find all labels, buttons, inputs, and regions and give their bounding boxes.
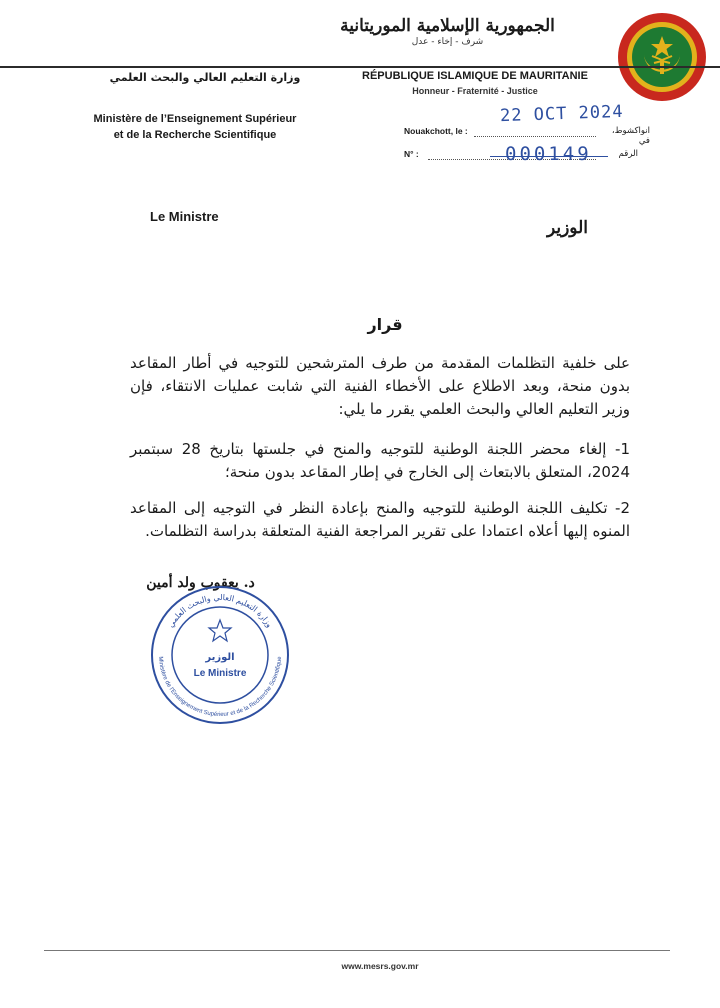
arabic-republic-title: الجمهورية الإسلامية الموريتانية <box>340 16 555 36</box>
signatory-name: د. يعقوب ولد أمين <box>146 575 255 591</box>
date-dotted-line <box>474 136 596 137</box>
french-ministry-line1: Ministère de l’Enseignement Supérieur <box>93 113 297 125</box>
national-seal-emblem <box>617 12 707 102</box>
number-label-fr: N° : <box>404 149 419 159</box>
decision-item-1: 1- إلغاء محضر اللجنة الوطنية للتوجيه والمنح في جلستها بتاريخ 28 سبتمبر 2024، المتعلق بالابتعاث إلى الخارج في إطار المقاعد بدون منحة؛ <box>130 440 630 481</box>
svg-text:Ministère de l'Enseignement Su <box>157 656 283 718</box>
decision-item-2: 2- تكليف اللجنة الوطنية للتوجيه والمنح بإعادة النظر في التوجيه إلى المقاعد المنوه إليها أعلاه اعتمادا على تقرير المراجعة الفنية المتعلقة بدراسة التظلمات. <box>130 499 630 540</box>
stamp-french-title: Le Ministre <box>193 668 247 679</box>
french-republic-title: RÉPUBLIQUE ISLAMIQUE DE MAURITANIE <box>362 70 588 82</box>
ministry-stamp <box>145 580 295 730</box>
number-stamp: 000149 <box>505 143 592 165</box>
french-ministry-line2: et de la Recherche Scientifique <box>113 129 277 141</box>
decision-preamble: على خلفية التظلمات المقدمة من طرف المترشحين للتوجيه في أطار المقاعد بدون منحة، وبعد الاطلاع على الأخطاء الفنية التي شابت عمليات الانتقاء، فإن وزير التعليم العالي والبحث العلمي يقرر ما يلي: <box>130 354 630 418</box>
arabic-ministry-name: وزارة التعليم العالي والبحث العلمي <box>109 71 301 84</box>
decision-title: قرار <box>367 315 403 334</box>
french-ministry-name <box>90 111 300 143</box>
stamp-ring-arabic: وزارة التعليم العالي والبحث العلمي <box>166 592 274 630</box>
number-label-ar: الرقم <box>618 149 638 159</box>
footer-website: www.mesrs.gov.mr <box>341 961 419 971</box>
stamp-star-icon <box>209 620 231 641</box>
le-ministre-heading: Le Ministre <box>150 209 219 224</box>
arabic-header <box>330 16 565 47</box>
footer-divider <box>44 950 670 951</box>
header-divider <box>0 66 720 68</box>
stamp-arabic-title: الوزير <box>205 652 235 663</box>
date-stamp: 22 OCT 2024 <box>499 101 624 127</box>
arabic-motto: شرف - إخاء - عدل <box>411 37 484 47</box>
stamp-ring-french: Ministère de l'Enseignement Supérieur et de la Recherche Scientifique <box>156 656 283 719</box>
wazir-heading: الوزير <box>546 218 588 238</box>
date-label-fr: Nouakchott, le : <box>404 126 468 136</box>
date-label-ar: انواكشوط، في <box>611 126 650 146</box>
french-motto: Honneur - Fraternité - Justice <box>412 86 538 96</box>
